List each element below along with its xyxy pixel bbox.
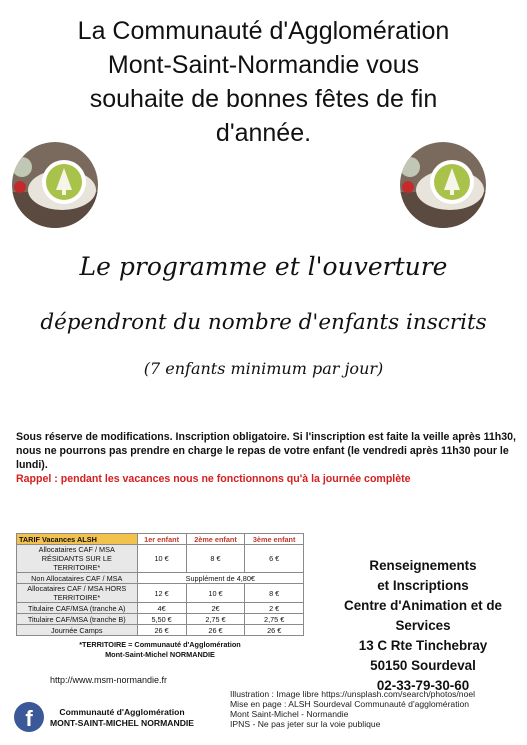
cell: 10 € [137, 545, 186, 573]
contact-line: et Inscriptions [377, 578, 469, 593]
contact-line: Renseignements [369, 558, 477, 573]
table-header: 3ème enfant [245, 534, 304, 545]
website-link[interactable]: http://www.msm-normandie.fr [50, 675, 168, 685]
territory-footnote [16, 640, 304, 660]
cell: 26 € [186, 625, 245, 636]
facebook-icon[interactable]: f [14, 702, 44, 732]
contact-info [318, 556, 527, 696]
table-row [17, 573, 304, 584]
credit-line: Illustration : Image libre https://unsplash.com/search/photos/noel [230, 689, 476, 699]
matcha-latte-photo-left [12, 142, 98, 228]
table-header: TARIF Vacances ALSH [17, 534, 138, 545]
contact-line: Services [395, 618, 451, 633]
credit-line: IPNS - Ne pas jeter sur la voie publique [230, 719, 381, 729]
footnote-line: Mont-Saint-Michel NORMANDIE [105, 650, 215, 659]
table-row [17, 545, 304, 573]
facebook-line: MONT-SAINT-MICHEL NORMANDIE [50, 718, 195, 728]
cell: 26 € [245, 625, 304, 636]
table-header: 2ème enfant [186, 534, 245, 545]
cell: 2,75 € [186, 614, 245, 625]
headline-line: Mont-Saint-Normandie vous [107, 51, 420, 79]
credit-line: Mont Saint-Michel - Normandie [230, 709, 349, 719]
table-row [17, 625, 304, 636]
notice-text: Sous réserve de modifications. Inscription obligatoire. Si l'inscription est faite la veille après 11h30, nous ne pourrons pas prendre en charge le repas de votre enfant (le vendredi après 11h30 pour le lundi). [16, 431, 516, 471]
row-label: Titulaire CAF/MSA (tranche B) [17, 614, 138, 625]
row-label: Allocataires CAF / MSA HORS TERRITOIRE* [17, 584, 138, 603]
phone-number[interactable]: 02-33-79-30-60 [376, 678, 470, 693]
headline-line: La Communauté d'Agglomération [77, 17, 450, 45]
footnote-line: *TERRITOIRE = Communauté d'Agglomération [79, 640, 241, 649]
cell: 10 € [186, 584, 245, 603]
row-label: Non Allocataires CAF / MSA [17, 573, 138, 584]
headline [0, 14, 527, 150]
program-line-2: dépendront du nombre d'enfants inscrits [40, 310, 487, 335]
headline-line: d'année. [215, 119, 312, 147]
facebook-page-name [50, 707, 194, 729]
row-label: Allocataires CAF / MSA RÉSIDANTS SUR LE TERRITOIRE* [17, 545, 138, 573]
contact-line: 13 C Rte Tinchebray [358, 638, 488, 653]
cell: 2 € [245, 603, 304, 614]
table-header: 1er enfant [137, 534, 186, 545]
facebook-line: Communauté d'Agglomération [59, 707, 185, 717]
rappel-text: Rappel : pendant les vacances nous ne fonctionnons qu'à la journée complète [16, 473, 411, 485]
cell: 12 € [137, 584, 186, 603]
table-header-row [17, 534, 304, 545]
cell: Supplément de 4,80€ [137, 573, 303, 584]
table-row [17, 614, 304, 625]
matcha-latte-image [12, 142, 98, 228]
cell: 2€ [186, 603, 245, 614]
matcha-latte-image [400, 142, 486, 228]
program-line-1: Le programme et l'ouverture [79, 252, 448, 281]
table-row [17, 603, 304, 614]
tariff-table [16, 533, 304, 636]
headline-line: souhaite de bonnes fêtes de fin [89, 85, 438, 113]
contact-line: Centre d'Animation et de [344, 598, 502, 613]
registration-notice [16, 430, 516, 486]
contact-line: 50150 Sourdeval [370, 658, 476, 673]
cell: 8 € [186, 545, 245, 573]
cell: 8 € [245, 584, 304, 603]
cell: 2,75 € [245, 614, 304, 625]
table-row [17, 584, 304, 603]
credit-line: Mise en page : ALSH Sourdeval Communauté d'agglomération [230, 699, 470, 709]
row-label: Titulaire CAF/MSA (tranche A) [17, 603, 138, 614]
program-line-3: (7 enfants minimum par jour) [143, 359, 384, 378]
credits [230, 689, 527, 729]
cell: 5,50 € [137, 614, 186, 625]
cell: 26 € [137, 625, 186, 636]
matcha-latte-photo-right [400, 142, 486, 228]
cell: 4€ [137, 603, 186, 614]
cell: 6 € [245, 545, 304, 573]
row-label: Journée Camps [17, 625, 138, 636]
